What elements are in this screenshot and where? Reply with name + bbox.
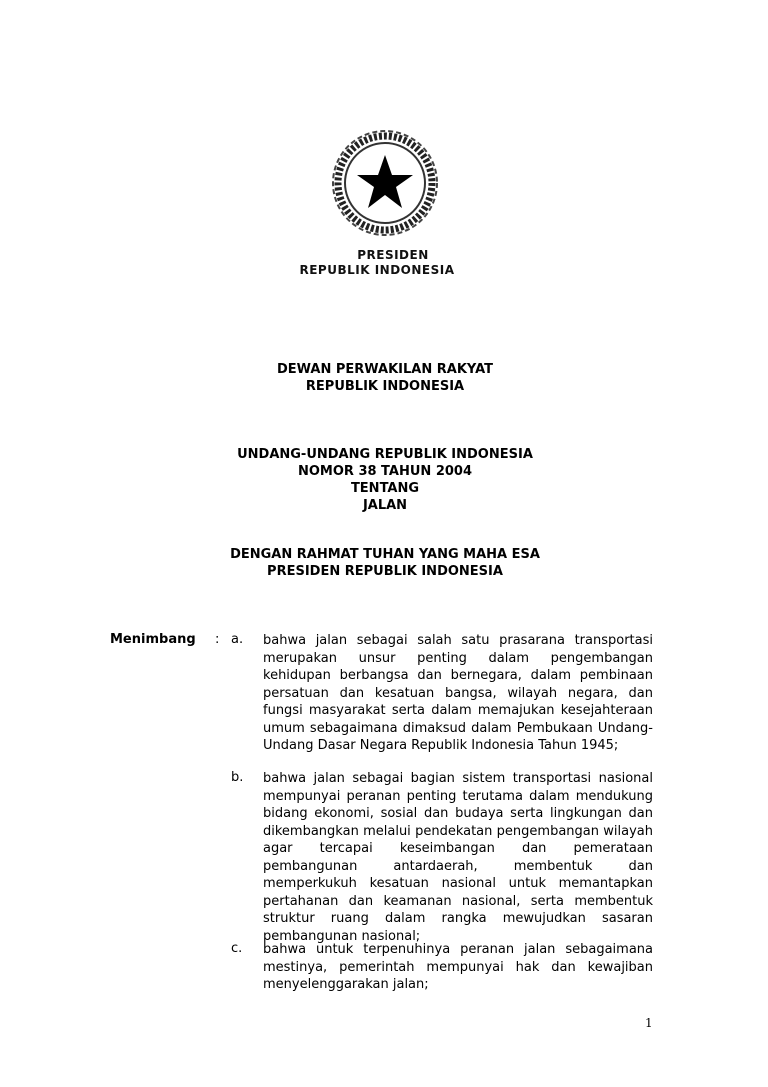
law-title-line1: UNDANG-UNDANG REPUBLIK INDONESIA — [237, 447, 533, 462]
law-title-line4: JALAN — [362, 498, 408, 513]
garuda-star-wreath-emblem — [330, 128, 440, 240]
emblem-caption-presiden: PRESIDEN — [357, 248, 429, 262]
dpr-heading-line2: REPUBLIK INDONESIA — [305, 379, 465, 394]
menimbang-colon: : — [215, 632, 220, 647]
law-title-line3: TENTANG — [350, 481, 420, 496]
preamble-heading — [100, 546, 670, 580]
preamble-line1: DENGAN RAHMAT TUHAN YANG MAHA ESA — [230, 547, 540, 562]
item-letter-b: b. — [231, 770, 244, 785]
menimbang-label: Menimbang — [110, 632, 196, 647]
page-number: 1 — [645, 1016, 653, 1030]
item-text-c: bahwa untuk terpenuhinya peranan jalan sebagaimana mestinya, pemerintah mempunyai hak dan kewajiban menyelenggarakan jalan; — [263, 942, 653, 992]
item-letter-c: c. — [231, 941, 243, 956]
item-text-a: bahwa jalan sebagai salah satu prasarana transportasi merupakan unsur penting dalam pengembangan kehidupan berbangsa dan bernegara, dalam pembinaan persatuan dan kesatuan bangsa, wilayah negara, dan fungsi masyarakat serta dalam memajukan kesejahteraan umum sebagaimana dimaksud dalam Pembukaan Undang-Undang Dasar Negara Republik Indonesia Tahun 1945; — [263, 633, 653, 753]
law-title — [100, 446, 670, 514]
dpr-heading — [100, 361, 670, 395]
preamble-line2: PRESIDEN REPUBLIK INDONESIA — [267, 564, 503, 579]
emblem-caption-republik: REPUBLIK INDONESIA — [299, 263, 455, 277]
presidential-emblem — [300, 128, 470, 288]
item-letter-a: a. — [231, 632, 244, 647]
law-title-line2: NOMOR 38 TAHUN 2004 — [297, 464, 472, 479]
item-text-b: bahwa jalan sebagai bagian sistem transportasi nasional mempunyai peranan penting terutama dalam mendukung bidang ekonomi, sosial dan budaya serta lingkungan dan dikembangkan melalui pendekatan pengembangan wilayah agar tercapai keseimbangan dan pemerataan pembangunan antardaerah, membentuk dan memperkukuh kesatuan nasional untuk memantapkan pertahanan dan keamanan nasional, serta membentuk struktur ruang dalam rangka mewujudkan sasaran pembangunan nasional; — [263, 771, 653, 944]
dpr-heading-line1: DEWAN PERWAKILAN RAKYAT — [276, 362, 494, 377]
